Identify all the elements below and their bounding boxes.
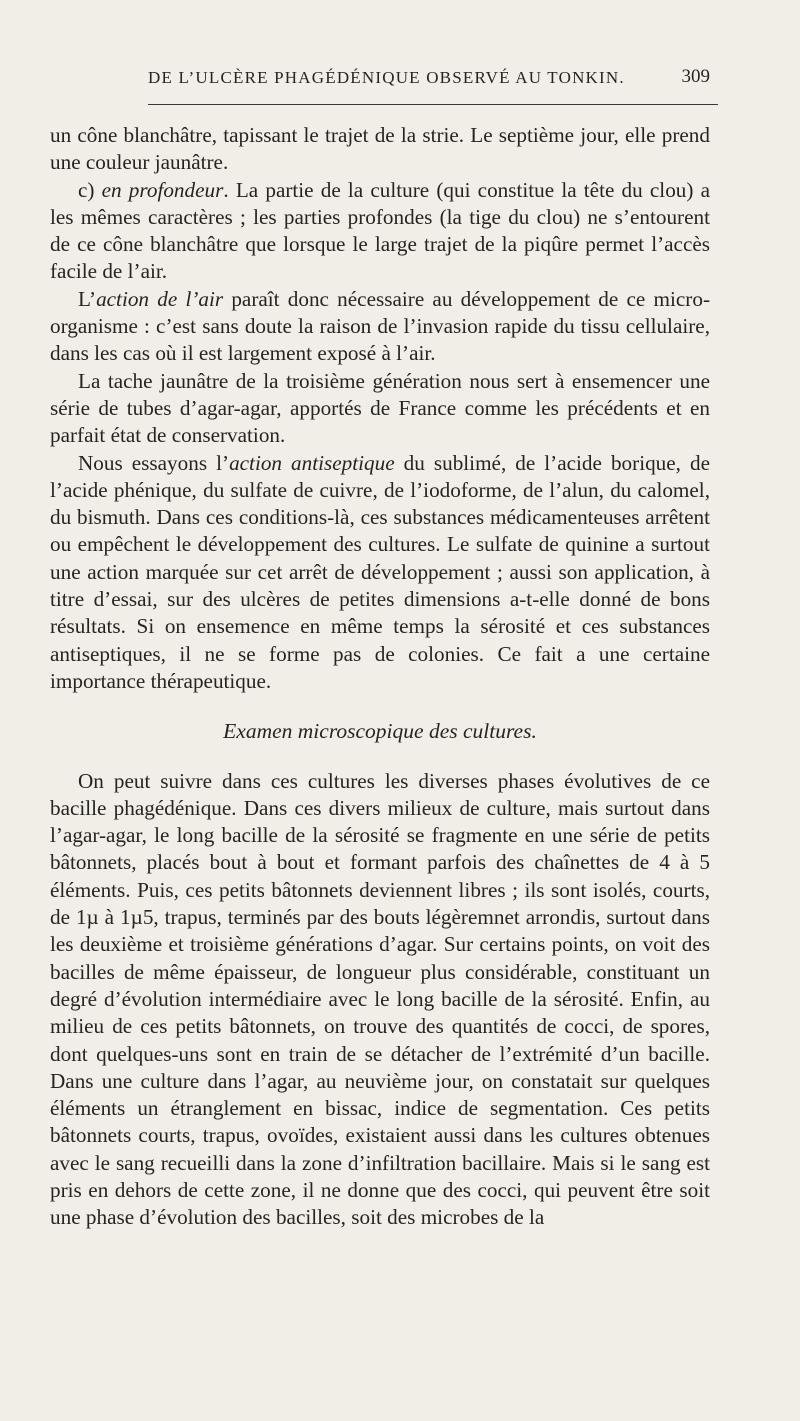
running-title: DE L’ULCÈRE PHAGÉDÉNIQUE OBSERVÉ AU TONKIN. xyxy=(148,68,625,87)
paragraph-text: c) xyxy=(78,177,102,202)
paragraph-text: Nous essayons l’ xyxy=(78,450,230,475)
header-rule xyxy=(148,104,718,105)
paragraph xyxy=(50,122,710,177)
emphasis-text: action de l’air xyxy=(96,286,224,311)
paragraph xyxy=(50,177,710,286)
paragraph xyxy=(50,368,710,450)
paragraph-text: un cône blanchâtre, tapissant le trajet de la strie. Le septième jour, elle prend une couleur jaunâtre. xyxy=(50,123,710,175)
running-header xyxy=(148,62,718,96)
paragraph-text: On peut suivre dans ces cultures les diverses phases évolutives de ce bacille phagédénique. Dans ces divers milieux de culture, mais surtout dans l’agar-agar, le long bacille de la sérosité se fragmente en une série de petits bâtonnets, placés bout à bout et formant parfois des chaînettes de 4 à 5 éléments. Puis, ces petits bâtonnets deviennent libres ; ils sont isolés, courts, de 1µ à 1µ5, trapus, terminés par des bouts légèremnet arrondis, surtout dans les deuxième et troisième générations d’agar. Sur certains points, on voit des bacilles de même épaisseur, de longueur plus considérable, constituant un degré d’évolution intermédiaire avec le long bacille de la sérosité. Enfin, au milieu de ces petits bâtonnets, on trouve des quantités de cocci, de spores, dont quelques-uns sont en train de se détacher de l’extrémité d’un bacille. Dans une culture dans l’agar, au neuvième jour, on constatait sur quelques éléments un étranglement en bissac, indice de segmentation. Ces petits bâtonnets courts, trapus, ovoïdes, existaient aussi dans les cultures obtenues avec le sang recueilli dans la zone d’infiltration bacillaire. Mais si le sang est pris en dehors de cette zone, il ne donne que des cocci, qui peuvent être soit une phase d’évolution des bacilles, soit des microbes de la xyxy=(50,768,710,1230)
body-text xyxy=(50,122,710,1232)
paragraph xyxy=(50,450,710,696)
page-number: 309 xyxy=(681,66,710,87)
paragraph-text: L’ xyxy=(78,286,97,311)
paragraph-text: paraît donc nécessaire au développement de ce micro-organisme : c’est sans doute la raison de l’invasion rapide du tissu cellulaire, dans les cas où il est largement exposé à l’air. xyxy=(50,286,710,366)
emphasis-text: action antiseptique xyxy=(229,450,395,475)
paragraph-text: La tache jaunâtre de la troisième génération nous sert à ensemencer une série de tubes d’agar-agar, apportés de France comme les précédents et en parfait état de conservation. xyxy=(50,368,710,448)
paragraph xyxy=(50,768,710,1232)
emphasis-text: en profondeur xyxy=(101,177,224,202)
paragraph-text: . La partie de la culture (qui constitue la tête du clou) a les mêmes caractères ; les parties profondes (la tige du clou) ne s’entourent de ce cône blanchâtre que lorsque le large trajet de la piqûre permet l’accès facile de l’air. xyxy=(50,177,711,284)
paragraph xyxy=(50,286,710,368)
section-heading: Examen microscopique des cultures. xyxy=(223,719,537,744)
paragraph-text: du sublimé, de l’acide borique, de l’acide phénique, du sulfate de cuivre, de l’iodoforme, de l’alun, du calomel, du bismuth. Dans ces conditions-là, ces substances médicamenteuses arrêtent ou empêchent le développement des cultures. Le sulfate de quinine a surtout une action marquée sur cet arrêt de développement ; aussi son application, à titre d’essai, sur des ulcères de petites dimensions a-t-elle donné de bons résultats. Si on ensemence en même temps la sérosité et ces substances antiseptiques, il ne se forme pas de colonies. Ce fait a une certaine importance thérapeutique. xyxy=(50,450,710,693)
